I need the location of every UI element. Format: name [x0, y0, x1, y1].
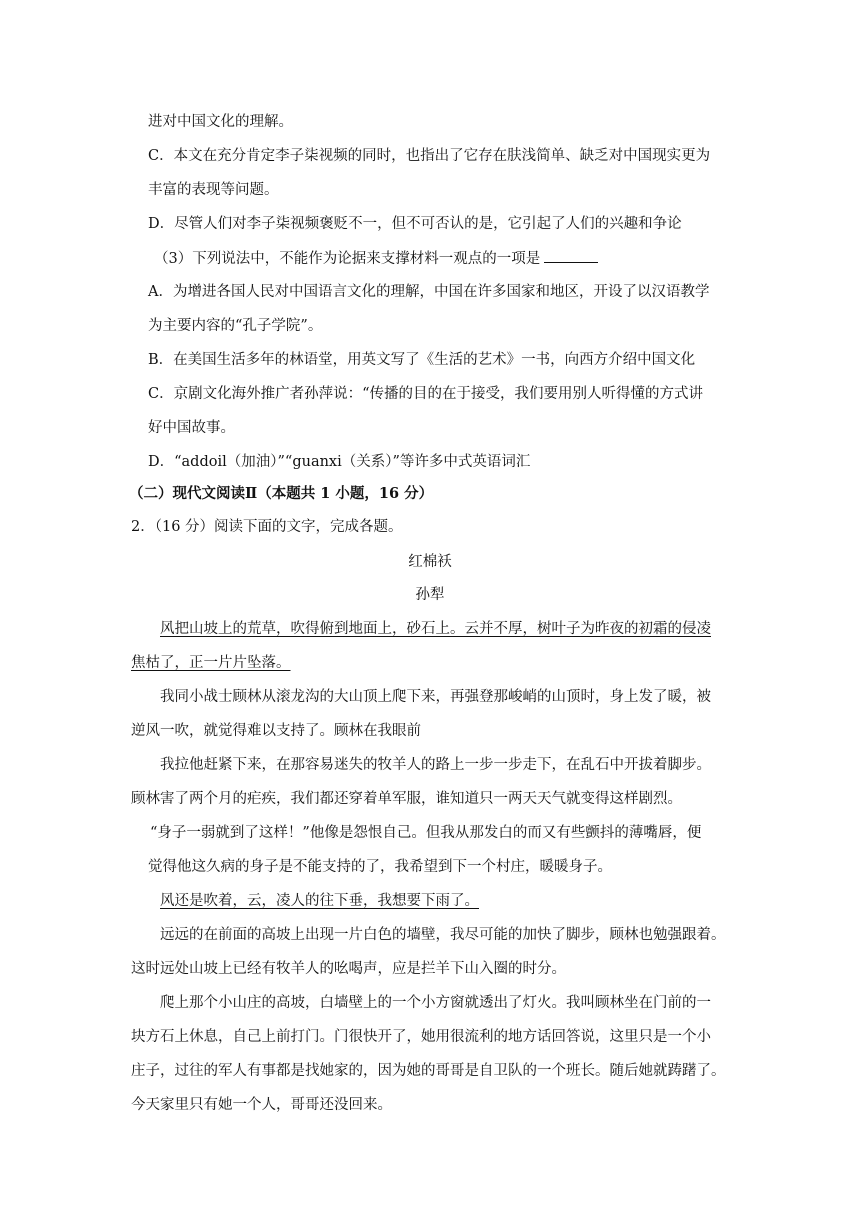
paragraph-5: 风还是吹着，云，凌人的往下垂，我想要下雨了。 [160, 893, 479, 909]
paragraph-7-line-2: 块方石上休息，自己上前打门。门很快开了，她用很流利的地方话回答说，这里只是一个小 [131, 1029, 711, 1045]
question-3-stem [154, 248, 598, 269]
story-title: 红棉袄 [408, 554, 452, 570]
option-b-continuation: 进对中国文化的理解。 [148, 114, 293, 130]
q3-option-a-line-2: 为主要内容的“孔子学院”。 [148, 318, 323, 334]
option-c-line-1: C．本文在充分肯定李子柒视频的同时，也指出了它存在肤浅简单、缺乏对中国现实更为 [148, 148, 711, 164]
paragraph-7-line-4: 今天家里只有她一个人，哥哥还没回来。 [131, 1097, 392, 1113]
q3-option-c-line-2: 好中国故事。 [148, 420, 235, 436]
paragraph-7-line-1: 爬上那个小山庄的高坡，白墙壁上的一个小方窗就透出了灯火。我叫顾林坐在门前的一 [160, 995, 711, 1011]
paragraph-4-line-1: “身子一弱就到了这样！”他像是怨恨自己。但我从那发白的而又有些颤抖的薄嘴唇，便 [150, 825, 702, 841]
paragraph-2-line-2: 逆风一吹，就觉得难以支持了。顾林在我眼前 [131, 723, 421, 739]
paragraph-1-line-1: 风把山坡上的荒草，吹得俯到地面上，砂石上。云并不厚，树叶子为昨夜的初霜的侵凌 [160, 621, 711, 637]
paragraph-6-line-2: 这时远处山坡上已经有牧羊人的吆喝声，应是拦羊下山入圈的时分。 [131, 961, 566, 977]
paragraph-2-line-1: 我同小战士顾林从滚龙沟的大山顶上爬下来，再强登那峻峭的山顶时，身上发了暖，被 [160, 689, 711, 705]
q3-option-c-line-1: C．京剧文化海外推广者孙萍说：“传播的目的在于接受，我们要用别人听得懂的方式讲 [148, 386, 704, 402]
option-d: D．尽管人们对李子柒视频褒贬不一，但不可否认的是，它引起了人们的兴趣和争论 [148, 216, 682, 232]
paragraph-7-line-3: 庄子，过往的军人有事都是找她家的，因为她的哥哥是自卫队的一个班长。随后她就踌躇了。 [131, 1063, 726, 1079]
q3-option-b: B．在美国生活多年的林语堂，用英文写了《生活的艺术》一书，向西方介绍中国文化 [148, 352, 696, 368]
paragraph-1-line-2: 焦枯了，正一片片坠落。 [131, 655, 291, 671]
q3-option-d: D．“addoil（加油）”“guanxi（关系）”等许多中式英语词汇 [148, 454, 531, 470]
question-3-text: （3）下列说法中，不能作为论据来支撑材料一观点的一项是 [154, 251, 541, 267]
section-heading: （二）现代文阅读Ⅱ（本题共 1 小题，16 分） [129, 485, 434, 502]
paragraph-3-line-1: 我拉他赶紧下来，在那容易迷失的牧羊人的路上一步一步走下，在乱石中开拔着脚步。 [160, 757, 711, 773]
paragraph-3-line-2: 顾林害了两个月的疟疾，我们都还穿着单军服，谁知道只一两天天气就变得这样剧烈。 [131, 791, 682, 807]
option-c-line-2: 丰富的表现等问题。 [148, 182, 279, 198]
answer-blank [544, 248, 598, 263]
story-author: 孙犁 [415, 587, 445, 603]
question-2-prompt: 2．（16 分）阅读下面的文字，完成各题。 [131, 519, 403, 535]
q3-option-a-line-1: A．为增进各国人民对中国语言文化的理解，中国在许多国家和地区，开设了以汉语教学 [148, 284, 710, 300]
paragraph-6-line-1: 远远的在前面的高坡上出现一片白色的墙壁，我尽可能的加快了脚步，顾林也勉强跟着。 [160, 927, 726, 943]
paragraph-4-line-2: 觉得他这久病的身子是不能支持的了，我希望到下一个村庄，暖暖身子。 [148, 859, 612, 875]
